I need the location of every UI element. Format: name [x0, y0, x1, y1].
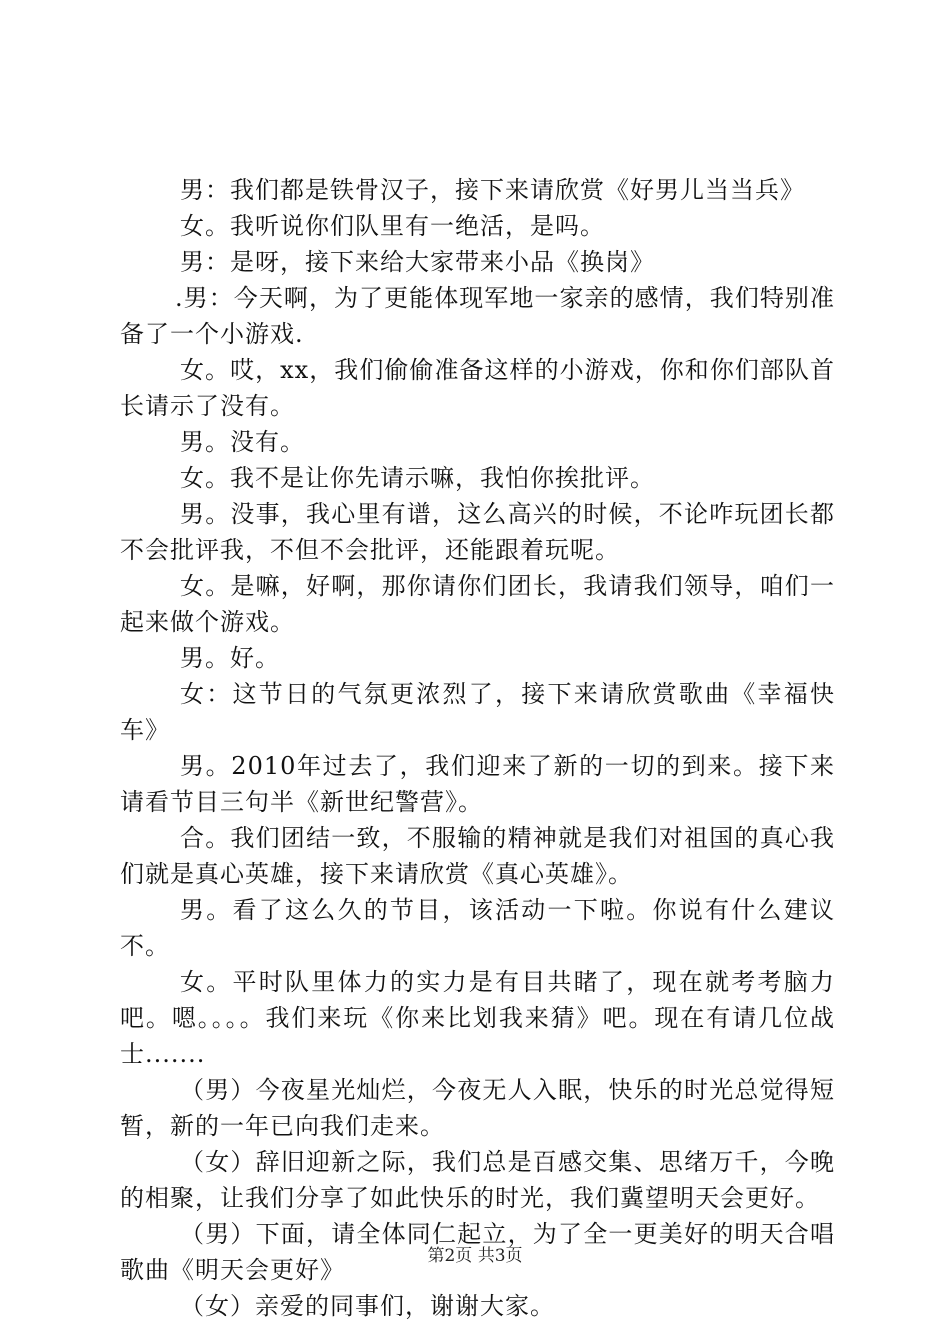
paragraph: 男。没有。 — [180, 428, 305, 456]
paragraph: 女。我听说你们队里有一绝活，是吗。 — [180, 212, 605, 240]
paragraph: 男。看了这么久的节目，该活动一下啦。你说有什么建议不。 — [120, 896, 835, 960]
paragraph: （男）下面，请全体同仁起立，为了全一更美好的明天合唱歌曲《明天会更好》 — [120, 1220, 835, 1284]
paragraph: 男：我们都是铁骨汉子，接下来请欣赏《好男儿当当兵》 — [180, 176, 805, 204]
paragraph: 女。哎，xx，我们偷偷准备这样的小游戏，你和你们部队首长请示了没有。 — [120, 356, 835, 420]
paragraph: （女）亲爱的同事们，谢谢大家。 — [180, 1292, 555, 1320]
paragraph: 男。2010年过去了，我们迎来了新的一切的到来。接下来请看节目三句半《新世纪警营》。 — [120, 752, 835, 816]
paragraph: .男：今天啊，为了更能体现军地一家亲的感情，我们特别准备了一个小游戏. — [120, 284, 835, 348]
paragraph: （女）辞旧迎新之际，我们总是百感交集、思绪万千，今晚的相聚，让我们分享了如此快乐的时光，我们冀望明天会更好。 — [120, 1148, 835, 1212]
page-number: 第2页 共3页 — [427, 1246, 523, 1266]
paragraph: 男：是呀，接下来给大家带来小品《换岗》 — [180, 248, 655, 276]
paragraph: 女：这节日的气氛更浓烈了，接下来请欣赏歌曲《幸福快车》 — [120, 680, 835, 744]
paragraph: 合。我们团结一致，不服输的精神就是我们对祖国的真心我们就是真心英雄，接下来请欣赏《真心英雄》。 — [120, 824, 835, 888]
paragraph: 女。平时队里体力的实力是有目共睹了，现在就考考脑力吧。嗯。。。。我们来玩《你来比划我来猜》吧。现在有请几位战士....... — [120, 968, 835, 1068]
paragraph: 女。是嘛，好啊，那你请你们团长，我请我们领导，咱们一起来做个游戏。 — [120, 572, 835, 636]
document-body — [120, 172, 835, 1324]
paragraph: （男）今夜星光灿烂，今夜无人入眠，快乐的时光总觉得短暂，新的一年已向我们走来。 — [120, 1076, 835, 1140]
paragraph: 男。好。 — [180, 644, 280, 672]
paragraph: 女。我不是让你先请示嘛，我怕你挨批评。 — [180, 464, 655, 492]
paragraph: 男。没事，我心里有谱，这么高兴的时候，不论咋玩团长都不会批评我，不但不会批评，还能跟着玩呢。 — [120, 500, 835, 564]
